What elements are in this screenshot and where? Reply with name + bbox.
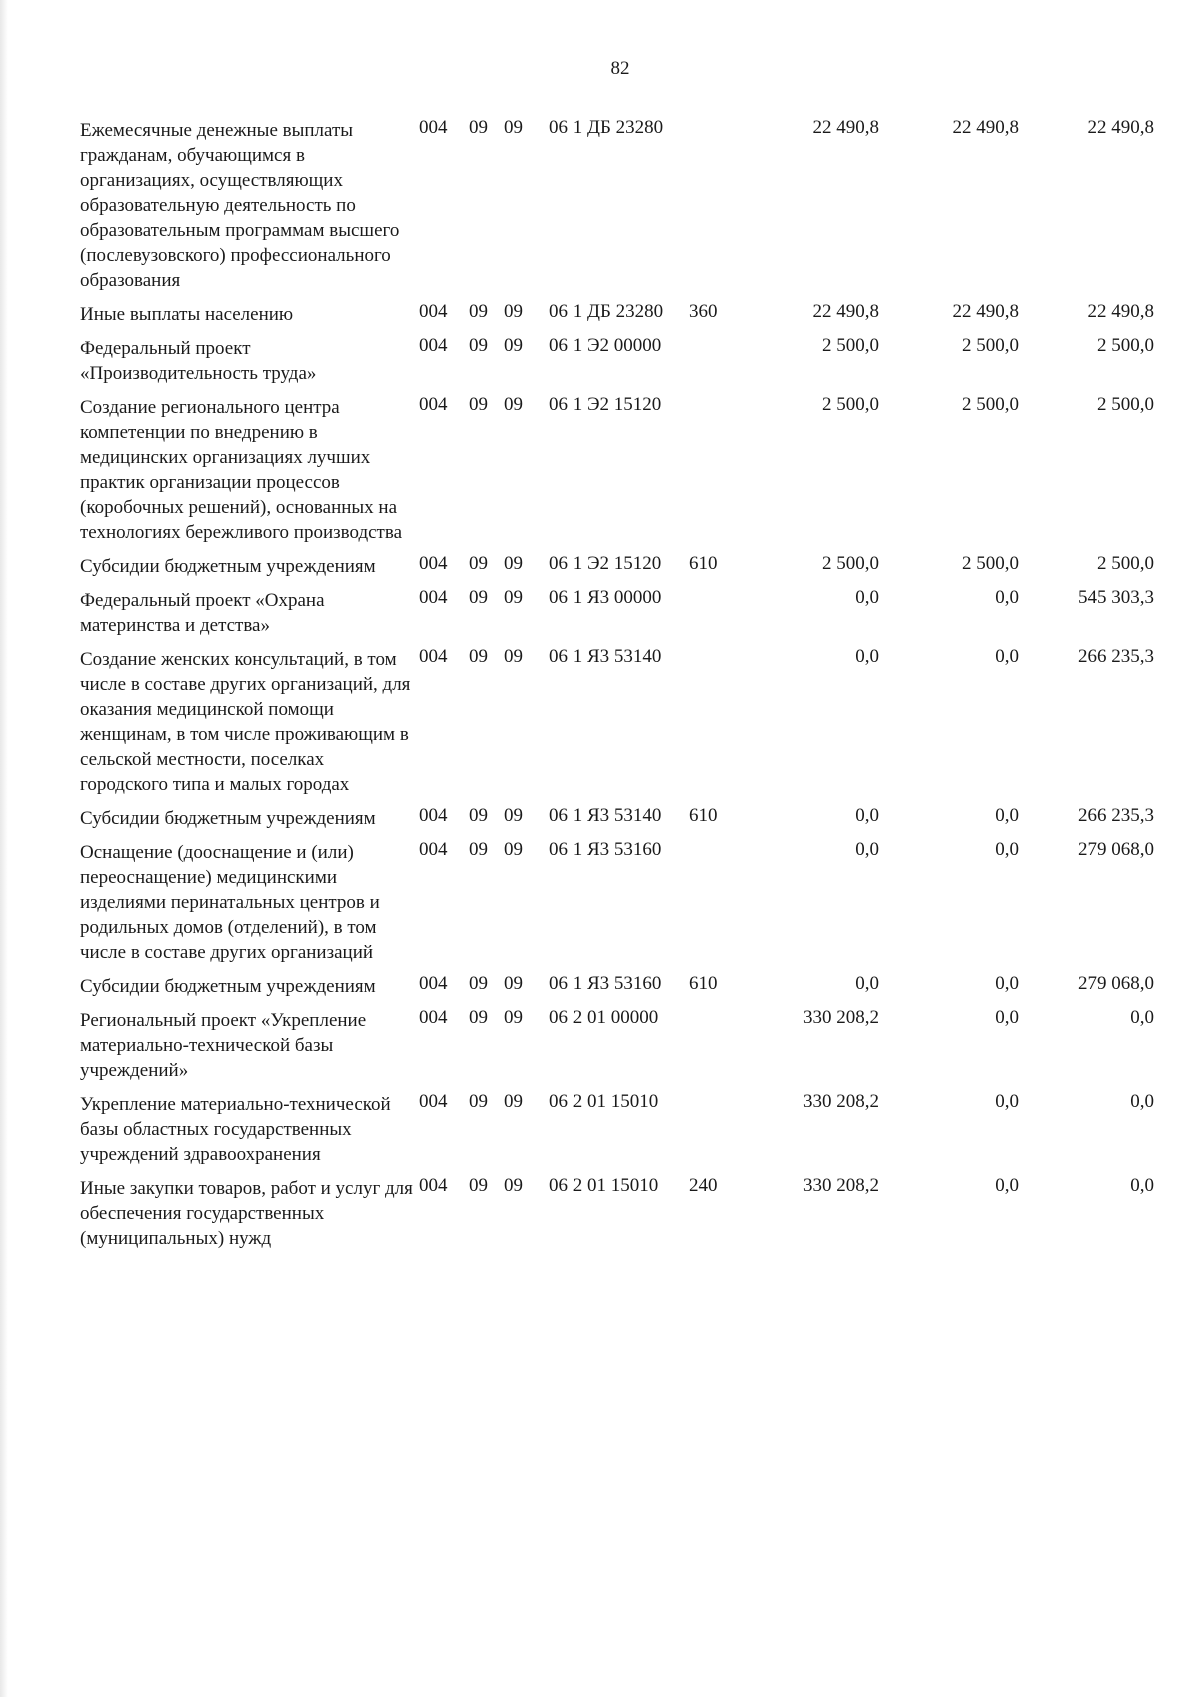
row-rz: 09 xyxy=(469,117,488,138)
table-row xyxy=(80,115,1170,293)
row-amount-3: 22 490,8 xyxy=(1087,301,1154,322)
row-ved: 004 xyxy=(419,1091,448,1112)
row-amount-3: 0,0 xyxy=(1130,1007,1154,1028)
row-ved: 004 xyxy=(419,301,448,322)
row-amount-1: 0,0 xyxy=(855,587,879,608)
row-ved: 004 xyxy=(419,117,448,138)
table-row xyxy=(80,971,1170,999)
row-amount-2: 0,0 xyxy=(995,839,1019,860)
row-name: Субсидии бюджетным учреждениям xyxy=(80,556,376,577)
row-amount-2: 22 490,8 xyxy=(952,117,1019,138)
row-amount-3: 545 303,3 xyxy=(1078,587,1154,608)
row-amount-1: 2 500,0 xyxy=(822,335,879,356)
row-amount-3: 266 235,3 xyxy=(1078,646,1154,667)
row-name: Федеральный проект «Охрана материнства и детства» xyxy=(80,590,325,636)
row-amount-2: 0,0 xyxy=(995,805,1019,826)
row-name: Ежемесячные денежные выплаты гражданам, обучающимся в организациях, осуществляющих образовательную деятельность по образовательным программам высшего (послевузовского) профессионального образования xyxy=(80,120,400,291)
row-rz: 09 xyxy=(469,335,488,356)
row-amount-1: 330 208,2 xyxy=(803,1007,879,1028)
row-rz: 09 xyxy=(469,394,488,415)
row-amount-2: 2 500,0 xyxy=(962,394,1019,415)
row-rz: 09 xyxy=(469,1091,488,1112)
row-amount-1: 0,0 xyxy=(855,805,879,826)
row-amount-1: 22 490,8 xyxy=(812,117,879,138)
row-ved: 004 xyxy=(419,553,448,574)
row-amount-2: 0,0 xyxy=(995,1091,1019,1112)
row-amount-3: 279 068,0 xyxy=(1078,973,1154,994)
row-name: Федеральный проект «Производительность труда» xyxy=(80,338,317,384)
row-name: Иные закупки товаров, работ и услуг для обеспечения государственных (муниципальных) нужд xyxy=(80,1178,413,1249)
table-row xyxy=(80,551,1170,579)
row-rz: 09 xyxy=(469,839,488,860)
table-row xyxy=(80,1089,1170,1167)
row-rz: 09 xyxy=(469,973,488,994)
row-pr: 09 xyxy=(504,646,523,667)
row-name: Субсидии бюджетным учреждениям xyxy=(80,808,376,829)
row-pr: 09 xyxy=(504,1175,523,1196)
row-amount-2: 2 500,0 xyxy=(962,335,1019,356)
row-amount-3: 279 068,0 xyxy=(1078,839,1154,860)
row-amount-3: 0,0 xyxy=(1130,1175,1154,1196)
row-csr: 06 1 Э2 15120 xyxy=(549,553,662,574)
row-csr: 06 1 Я3 53140 xyxy=(549,646,662,667)
row-pr: 09 xyxy=(504,839,523,860)
row-csr: 06 1 Э2 00000 xyxy=(549,335,662,356)
row-pr: 09 xyxy=(504,587,523,608)
row-amount-3: 22 490,8 xyxy=(1087,117,1154,138)
table-row xyxy=(80,837,1170,965)
row-pr: 09 xyxy=(504,117,523,138)
row-amount-2: 0,0 xyxy=(995,973,1019,994)
row-amount-1: 0,0 xyxy=(855,973,879,994)
row-amount-1: 0,0 xyxy=(855,646,879,667)
row-amount-1: 2 500,0 xyxy=(822,394,879,415)
row-name: Создание женских консультаций, в том числе в составе других организаций, для оказания медицинской помощи женщинам, в том числе проживающим в сельской местности, поселках городского типа и малых городах xyxy=(80,649,411,795)
row-amount-2: 0,0 xyxy=(995,1007,1019,1028)
row-vr: 360 xyxy=(689,301,718,322)
row-ved: 004 xyxy=(419,394,448,415)
row-ved: 004 xyxy=(419,805,448,826)
table-row xyxy=(80,299,1170,327)
row-ved: 004 xyxy=(419,646,448,667)
row-rz: 09 xyxy=(469,646,488,667)
row-csr: 06 1 Я3 53160 xyxy=(549,839,662,860)
row-rz: 09 xyxy=(469,805,488,826)
row-ved: 004 xyxy=(419,839,448,860)
row-vr: 610 xyxy=(689,553,718,574)
row-csr: 06 1 Э2 15120 xyxy=(549,394,662,415)
row-csr: 06 2 01 15010 xyxy=(549,1091,659,1112)
row-name: Субсидии бюджетным учреждениям xyxy=(80,976,376,997)
table-row xyxy=(80,1173,1170,1251)
row-csr: 06 1 ДБ 23280 xyxy=(549,117,664,138)
budget-table xyxy=(80,115,1170,1257)
row-rz: 09 xyxy=(469,553,488,574)
row-ved: 004 xyxy=(419,973,448,994)
row-ved: 004 xyxy=(419,587,448,608)
row-name: Оснащение (дооснащение и (или) переоснащение) медицинскими изделиями перинатальных центров и родильных домов (отделений), в том числе в составе других организаций xyxy=(80,842,380,963)
row-amount-2: 0,0 xyxy=(995,587,1019,608)
row-pr: 09 xyxy=(504,805,523,826)
row-amount-2: 2 500,0 xyxy=(962,553,1019,574)
table-row xyxy=(80,585,1170,638)
page-number: 82 xyxy=(610,58,630,79)
row-amount-2: 0,0 xyxy=(995,1175,1019,1196)
row-csr: 06 1 Я3 53160 xyxy=(549,973,662,994)
row-pr: 09 xyxy=(504,335,523,356)
table-row xyxy=(80,333,1170,386)
row-amount-3: 2 500,0 xyxy=(1097,553,1154,574)
row-ved: 004 xyxy=(419,1007,448,1028)
row-pr: 09 xyxy=(504,394,523,415)
row-vr: 610 xyxy=(689,973,718,994)
row-amount-3: 2 500,0 xyxy=(1097,335,1154,356)
row-amount-2: 22 490,8 xyxy=(952,301,1019,322)
row-csr: 06 2 01 00000 xyxy=(549,1007,659,1028)
row-ved: 004 xyxy=(419,1175,448,1196)
row-ved: 004 xyxy=(419,335,448,356)
row-csr: 06 2 01 15010 xyxy=(549,1175,659,1196)
table-row xyxy=(80,1005,1170,1083)
row-name: Укрепление материально-технической базы областных государственных учреждений здравоохранения xyxy=(80,1094,391,1165)
row-pr: 09 xyxy=(504,301,523,322)
row-pr: 09 xyxy=(504,973,523,994)
row-rz: 09 xyxy=(469,587,488,608)
scan-edge xyxy=(0,0,8,1697)
row-rz: 09 xyxy=(469,1007,488,1028)
row-pr: 09 xyxy=(504,1091,523,1112)
row-rz: 09 xyxy=(469,301,488,322)
row-csr: 06 1 Я3 00000 xyxy=(549,587,662,608)
row-amount-1: 0,0 xyxy=(855,839,879,860)
row-vr: 240 xyxy=(689,1175,718,1196)
row-pr: 09 xyxy=(504,1007,523,1028)
row-name: Иные выплаты населению xyxy=(80,304,294,325)
row-csr: 06 1 ДБ 23280 xyxy=(549,301,664,322)
row-amount-3: 0,0 xyxy=(1130,1091,1154,1112)
row-rz: 09 xyxy=(469,1175,488,1196)
row-amount-1: 330 208,2 xyxy=(803,1091,879,1112)
row-vr: 610 xyxy=(689,805,718,826)
table-row xyxy=(80,644,1170,797)
table-row xyxy=(80,803,1170,831)
row-name: Региональный проект «Укрепление материально-технической базы учреждений» xyxy=(80,1010,367,1081)
row-amount-3: 266 235,3 xyxy=(1078,805,1154,826)
row-pr: 09 xyxy=(504,553,523,574)
row-name: Создание регионального центра компетенции по внедрению в медицинских организациях лучших практик организации процессов (коробочных решений), основанных на технологиях бережливого производства xyxy=(80,397,402,543)
row-amount-3: 2 500,0 xyxy=(1097,394,1154,415)
row-amount-1: 2 500,0 xyxy=(822,553,879,574)
row-csr: 06 1 Я3 53140 xyxy=(549,805,662,826)
row-amount-1: 330 208,2 xyxy=(803,1175,879,1196)
row-amount-2: 0,0 xyxy=(995,646,1019,667)
table-row xyxy=(80,392,1170,545)
row-amount-1: 22 490,8 xyxy=(812,301,879,322)
